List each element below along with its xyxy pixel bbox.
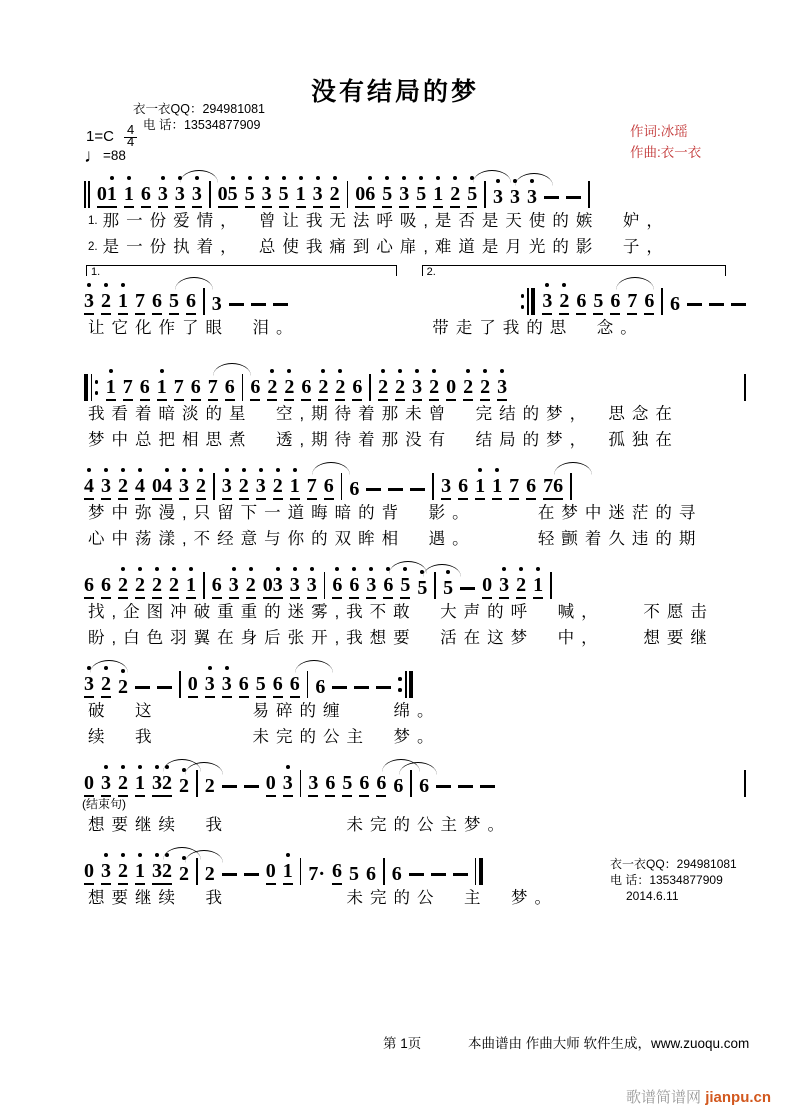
note: 3 bbox=[499, 574, 509, 599]
note: 2 bbox=[395, 376, 405, 401]
note: 05 bbox=[218, 183, 238, 208]
duration-dash bbox=[251, 303, 266, 306]
note: 6 bbox=[140, 376, 150, 401]
note: 7 bbox=[123, 376, 133, 401]
ending-phrase-label: (结束句) bbox=[82, 797, 126, 811]
duration-dash bbox=[431, 873, 446, 876]
barline bbox=[484, 181, 486, 208]
lyric-text: 想要继续 我 未完的公主梦。 bbox=[88, 816, 511, 834]
score-line bbox=[84, 359, 746, 453]
tie-arc bbox=[554, 462, 592, 475]
barline bbox=[398, 671, 413, 698]
lyric-row bbox=[88, 500, 746, 526]
lyric-text: 找,企图冲破重重的迷雾,我不敢 大声的呼 喊， 不愿击 bbox=[88, 603, 714, 621]
note: 6 bbox=[325, 772, 335, 797]
note: 2 bbox=[239, 475, 249, 500]
note: 6 bbox=[239, 673, 249, 698]
note: 7 bbox=[208, 376, 218, 401]
note: 32 bbox=[152, 772, 172, 797]
note: 1 bbox=[186, 574, 196, 599]
tempo-marking bbox=[84, 146, 126, 168]
duration-dash bbox=[453, 873, 468, 876]
duration-dash bbox=[458, 785, 473, 788]
note: 5 bbox=[169, 290, 179, 315]
duration-dash bbox=[731, 303, 746, 306]
duration-dash bbox=[709, 303, 724, 306]
note: 6 bbox=[186, 290, 196, 315]
note: 2 bbox=[204, 863, 215, 885]
note: 6 bbox=[273, 673, 283, 698]
score-body bbox=[84, 166, 746, 916]
duration-dash bbox=[687, 303, 702, 306]
note: 3 bbox=[179, 475, 189, 500]
note: 3 bbox=[290, 574, 300, 599]
tie-arc bbox=[473, 170, 511, 183]
note: 0 bbox=[188, 673, 198, 698]
note: 0 bbox=[482, 574, 492, 599]
note: 3 bbox=[313, 183, 323, 208]
note: 03 bbox=[263, 574, 283, 599]
note: 6 bbox=[225, 376, 235, 401]
watermark bbox=[626, 1086, 771, 1107]
note: 1 bbox=[492, 475, 502, 500]
lyric-row bbox=[88, 625, 746, 651]
note: 1 bbox=[135, 772, 145, 797]
lyric-row bbox=[88, 427, 746, 453]
note: 2 bbox=[267, 376, 277, 401]
note: 6 bbox=[191, 376, 201, 401]
duration-dash bbox=[409, 873, 424, 876]
note: 3 bbox=[262, 183, 272, 208]
lyric-row bbox=[88, 724, 746, 750]
barline bbox=[209, 181, 211, 208]
duration-dash bbox=[410, 488, 425, 491]
note: 2 bbox=[284, 376, 294, 401]
lyric-text: 续 我 未完的公主 梦。 bbox=[88, 728, 441, 746]
barline bbox=[369, 374, 371, 401]
note: 6 bbox=[670, 293, 680, 315]
note: 6 bbox=[212, 574, 222, 599]
note: 2 bbox=[179, 863, 189, 885]
note: 2 bbox=[118, 676, 128, 698]
note: 1 bbox=[433, 183, 443, 208]
note: 5 bbox=[256, 673, 266, 698]
barline bbox=[383, 858, 385, 885]
note: 6 bbox=[349, 574, 359, 599]
note: 2 bbox=[118, 860, 128, 885]
notes-row bbox=[84, 755, 746, 797]
verse-number: 1. bbox=[88, 215, 98, 227]
note: 6 bbox=[250, 376, 260, 401]
signature-date: 2014.6.11 bbox=[626, 889, 679, 903]
note: 3 bbox=[222, 673, 232, 698]
note: 3 bbox=[510, 186, 520, 208]
note: 2 bbox=[118, 574, 128, 599]
note: 6 bbox=[610, 290, 620, 315]
note: 6 bbox=[391, 863, 402, 885]
lyric-text: 我看着暗淡的星 空,期待着那未曾 完结的梦， 思念在 bbox=[88, 405, 679, 423]
note: 1 bbox=[106, 376, 116, 401]
generator-note: 本曲谱由 作曲大师 软件生成，www.zuoqu.com bbox=[468, 1036, 750, 1051]
note: 0 bbox=[446, 376, 456, 401]
page-number: 第 1页 bbox=[383, 1036, 422, 1051]
note: 6 bbox=[458, 475, 468, 500]
note: 6 bbox=[152, 290, 162, 315]
note: 32 bbox=[152, 860, 172, 885]
score-line bbox=[84, 557, 746, 651]
duration-dash bbox=[460, 587, 475, 590]
note: 5 bbox=[416, 183, 426, 208]
note: 6 bbox=[84, 574, 94, 599]
lyric-row bbox=[88, 234, 746, 260]
note: 1 bbox=[124, 183, 134, 208]
note: 2 bbox=[196, 475, 206, 500]
barline bbox=[744, 374, 746, 401]
note: 3 bbox=[211, 293, 222, 315]
note: 6 bbox=[315, 676, 326, 698]
note: 3 bbox=[101, 475, 111, 500]
barline bbox=[203, 288, 205, 315]
song-title: 没有结局的梦 bbox=[310, 78, 479, 106]
note: 2 bbox=[559, 290, 569, 315]
note: 6 bbox=[352, 376, 362, 401]
lyric-text: 想要继续 我 未完的公 主 梦。 bbox=[88, 889, 558, 907]
note: 3 bbox=[308, 772, 318, 797]
note: 5 bbox=[593, 290, 603, 315]
lyric-text: 那一份爱情， 曾让我无法呼吸,是否是天使的嫉 妒， bbox=[102, 212, 670, 230]
duration-dash bbox=[376, 686, 391, 689]
duration-dash bbox=[222, 873, 237, 876]
note: 2 bbox=[335, 376, 345, 401]
note: 2 bbox=[204, 775, 215, 797]
note: 5 bbox=[417, 577, 427, 599]
lyricist: 作词:冰瑶 bbox=[630, 124, 688, 139]
note: 2 bbox=[135, 574, 145, 599]
note: 3 bbox=[283, 772, 293, 797]
tie-arc bbox=[213, 363, 251, 376]
note: 5 bbox=[279, 183, 289, 208]
barline bbox=[179, 671, 181, 698]
tie-arc bbox=[423, 564, 461, 577]
barline bbox=[588, 181, 590, 208]
lyric-text: 是一份执着， 总使我痛到心扉,难道是月光的影 子， bbox=[102, 238, 670, 256]
note: 6 bbox=[393, 775, 403, 797]
note: 7 bbox=[174, 376, 184, 401]
note: 3 bbox=[101, 772, 111, 797]
note: 1 bbox=[475, 475, 485, 500]
quarter-note-icon: ♩ bbox=[84, 146, 103, 167]
barline bbox=[341, 473, 343, 500]
note: 3 bbox=[307, 574, 317, 599]
note: 2 bbox=[101, 290, 111, 315]
score-line bbox=[84, 265, 746, 341]
note: 2 bbox=[152, 574, 162, 599]
duration-dash bbox=[332, 686, 347, 689]
note: 2 bbox=[480, 376, 490, 401]
signature-block bbox=[610, 856, 737, 904]
key-label: 1=C bbox=[86, 127, 114, 145]
note: 3 bbox=[175, 183, 185, 208]
lyric-text: 心中荡漾,不经意与你的双眸相 遇。 轻颤着久违的期 bbox=[88, 530, 703, 548]
note: 6 bbox=[526, 475, 536, 500]
score-line bbox=[84, 458, 746, 552]
note: 2 bbox=[118, 772, 128, 797]
score-line bbox=[84, 656, 746, 750]
time-signature-top: 4 bbox=[124, 122, 137, 138]
watermark-domain: jianpu.cn bbox=[705, 1089, 772, 1106]
note: 7 bbox=[135, 290, 145, 315]
tie-arc bbox=[616, 277, 654, 290]
note: 01 bbox=[97, 183, 117, 208]
note: 7· bbox=[308, 863, 326, 885]
barline bbox=[521, 288, 536, 315]
score-line bbox=[84, 755, 746, 838]
lyric-text: 梦中弥漫,只留下一道晦暗的背 影。 在梦中迷茫的寻 bbox=[88, 504, 703, 522]
note: 3 bbox=[256, 475, 266, 500]
contact-qq: 衣一衣QQ：294981081 bbox=[133, 102, 266, 116]
note: 3 bbox=[492, 186, 503, 208]
duration-dash bbox=[157, 686, 172, 689]
note: 3 bbox=[366, 574, 376, 599]
notes-row bbox=[84, 359, 746, 401]
notes-row bbox=[84, 166, 746, 208]
lyric-row bbox=[88, 526, 746, 552]
note: 1 bbox=[290, 475, 300, 500]
barline bbox=[213, 473, 215, 500]
duration-dash bbox=[222, 785, 237, 788]
note: 2 bbox=[118, 475, 128, 500]
note: 3 bbox=[192, 183, 202, 208]
lyric-text: 让它化作了眼 泪。 带走了我的思 念。 bbox=[88, 319, 644, 337]
notes-row bbox=[84, 557, 746, 599]
note: 3 bbox=[441, 475, 451, 500]
tie-arc bbox=[180, 170, 218, 183]
duration-dash bbox=[436, 785, 451, 788]
note: 5 bbox=[349, 863, 360, 885]
notes-row bbox=[84, 656, 746, 698]
note: 2 bbox=[101, 673, 111, 698]
duration-dash bbox=[244, 873, 259, 876]
signature-tel: 电 话：13534877909 bbox=[610, 873, 723, 887]
note: 5 bbox=[245, 183, 255, 208]
barline bbox=[432, 473, 434, 500]
note: 6 bbox=[332, 860, 342, 885]
note: 2 bbox=[450, 183, 460, 208]
note: 0 bbox=[266, 860, 276, 885]
note: 6 bbox=[301, 376, 311, 401]
notes-row bbox=[84, 458, 746, 500]
barline bbox=[307, 671, 309, 698]
barline bbox=[661, 288, 663, 315]
watermark-site-name: 歌谱简谱网 bbox=[626, 1089, 702, 1106]
lyric-row bbox=[88, 698, 746, 724]
note: 5 bbox=[382, 183, 392, 208]
note: 1 bbox=[533, 574, 543, 599]
note: 6 bbox=[419, 775, 430, 797]
contact-tel: 电 话：13534877909 bbox=[143, 118, 261, 132]
note: 2 bbox=[330, 183, 340, 208]
composer: 作曲:衣一衣 bbox=[630, 145, 702, 160]
note: 3 bbox=[84, 673, 94, 698]
note: 5 bbox=[400, 574, 410, 599]
tie-arc bbox=[175, 277, 213, 290]
note: 2 bbox=[246, 574, 256, 599]
note: 2 bbox=[516, 574, 526, 599]
note: 2 bbox=[463, 376, 473, 401]
note: 6 bbox=[576, 290, 586, 315]
duration-dash bbox=[135, 686, 150, 689]
score-line bbox=[84, 166, 746, 260]
note: 2 bbox=[429, 376, 439, 401]
barline bbox=[242, 374, 244, 401]
lyric-text: 梦中总把相思煮 透,期待着那没有 结局的梦， 孤独在 bbox=[88, 431, 679, 449]
duration-dash bbox=[480, 785, 495, 788]
note: 2 bbox=[179, 775, 189, 797]
note: 1 bbox=[157, 376, 167, 401]
duration-dash bbox=[566, 196, 581, 199]
note: 1 bbox=[296, 183, 306, 208]
note: 3 bbox=[205, 673, 215, 698]
note: 6 bbox=[366, 863, 377, 885]
barline bbox=[300, 770, 302, 797]
lyric-text: 盼,白色羽翼在身后张开,我想要 活在这梦 中， 想要继 bbox=[88, 629, 714, 647]
note: 6 bbox=[644, 290, 654, 315]
note: 3 bbox=[101, 860, 111, 885]
barline bbox=[84, 181, 90, 208]
note: 06 bbox=[355, 183, 375, 208]
note: 1 bbox=[283, 860, 293, 885]
note: 6 bbox=[101, 574, 111, 599]
barline bbox=[300, 858, 302, 885]
note: 7 bbox=[509, 475, 519, 500]
note: 04 bbox=[152, 475, 172, 500]
barline bbox=[475, 858, 483, 885]
note: 2 bbox=[273, 475, 283, 500]
lyric-row bbox=[88, 401, 746, 427]
duration-dash bbox=[229, 303, 244, 306]
note: 3 bbox=[229, 574, 239, 599]
note: 6 bbox=[383, 574, 393, 599]
duration-dash bbox=[388, 488, 403, 491]
barline bbox=[324, 572, 326, 599]
note: 3 bbox=[84, 290, 94, 315]
volta-bracket-2: 2. bbox=[422, 265, 727, 276]
tie-arc bbox=[312, 462, 350, 475]
barline bbox=[550, 572, 552, 599]
note: 6 bbox=[349, 478, 360, 500]
barline bbox=[347, 181, 349, 208]
duration-dash bbox=[273, 303, 288, 306]
note: 4 bbox=[135, 475, 145, 500]
time-signature bbox=[124, 124, 137, 148]
note: 1 bbox=[135, 860, 145, 885]
note: 7 bbox=[627, 290, 637, 315]
note: 6 bbox=[141, 183, 151, 208]
duration-dash bbox=[244, 785, 259, 788]
note: 2 bbox=[378, 376, 388, 401]
note: 0 bbox=[84, 860, 94, 885]
note: 6 bbox=[376, 772, 386, 797]
verse-number: 2. bbox=[88, 241, 98, 253]
note: 7 bbox=[307, 475, 317, 500]
contact-info-top bbox=[133, 101, 265, 133]
note: 6 bbox=[359, 772, 369, 797]
note: 3 bbox=[399, 183, 409, 208]
note: 2 bbox=[318, 376, 328, 401]
tie-arc bbox=[515, 173, 553, 186]
note: 6 bbox=[324, 475, 334, 500]
note: 3 bbox=[412, 376, 422, 401]
barline bbox=[744, 770, 746, 797]
note: 5 bbox=[467, 183, 477, 208]
tempo-value: =88 bbox=[103, 148, 126, 163]
volta-bracket-1: 1. bbox=[86, 265, 397, 276]
credits bbox=[630, 121, 701, 163]
barline bbox=[570, 473, 572, 500]
key-signature bbox=[86, 124, 137, 148]
signature-qq: 衣一衣QQ：294981081 bbox=[610, 857, 737, 871]
note: 0 bbox=[266, 772, 276, 797]
note: 2 bbox=[169, 574, 179, 599]
note: 3 bbox=[158, 183, 168, 208]
note: 6 bbox=[290, 673, 300, 698]
lyric-row bbox=[88, 812, 746, 838]
barline bbox=[84, 374, 99, 401]
note: 76 bbox=[543, 475, 563, 500]
lyric-row bbox=[88, 599, 746, 625]
note: 0 bbox=[84, 772, 94, 797]
note: 6 bbox=[332, 574, 342, 599]
lyric-text: 破 这 易碎的缠 绵。 bbox=[88, 702, 441, 720]
duration-dash bbox=[366, 488, 381, 491]
note: 1 bbox=[118, 290, 128, 315]
note: 5 bbox=[342, 772, 352, 797]
note: 5 bbox=[443, 577, 454, 599]
lyric-row bbox=[88, 315, 746, 341]
time-signature-bottom: 4 bbox=[126, 134, 135, 149]
lyric-row bbox=[88, 208, 746, 234]
note: 3 bbox=[497, 376, 507, 401]
duration-dash bbox=[354, 686, 369, 689]
duration-dash bbox=[544, 196, 559, 199]
note: 3 bbox=[542, 290, 552, 315]
barline bbox=[203, 572, 205, 599]
note: 3 bbox=[526, 186, 537, 208]
note: 4 bbox=[84, 475, 94, 500]
tie-arc bbox=[295, 660, 333, 673]
note: 3 bbox=[222, 475, 232, 500]
